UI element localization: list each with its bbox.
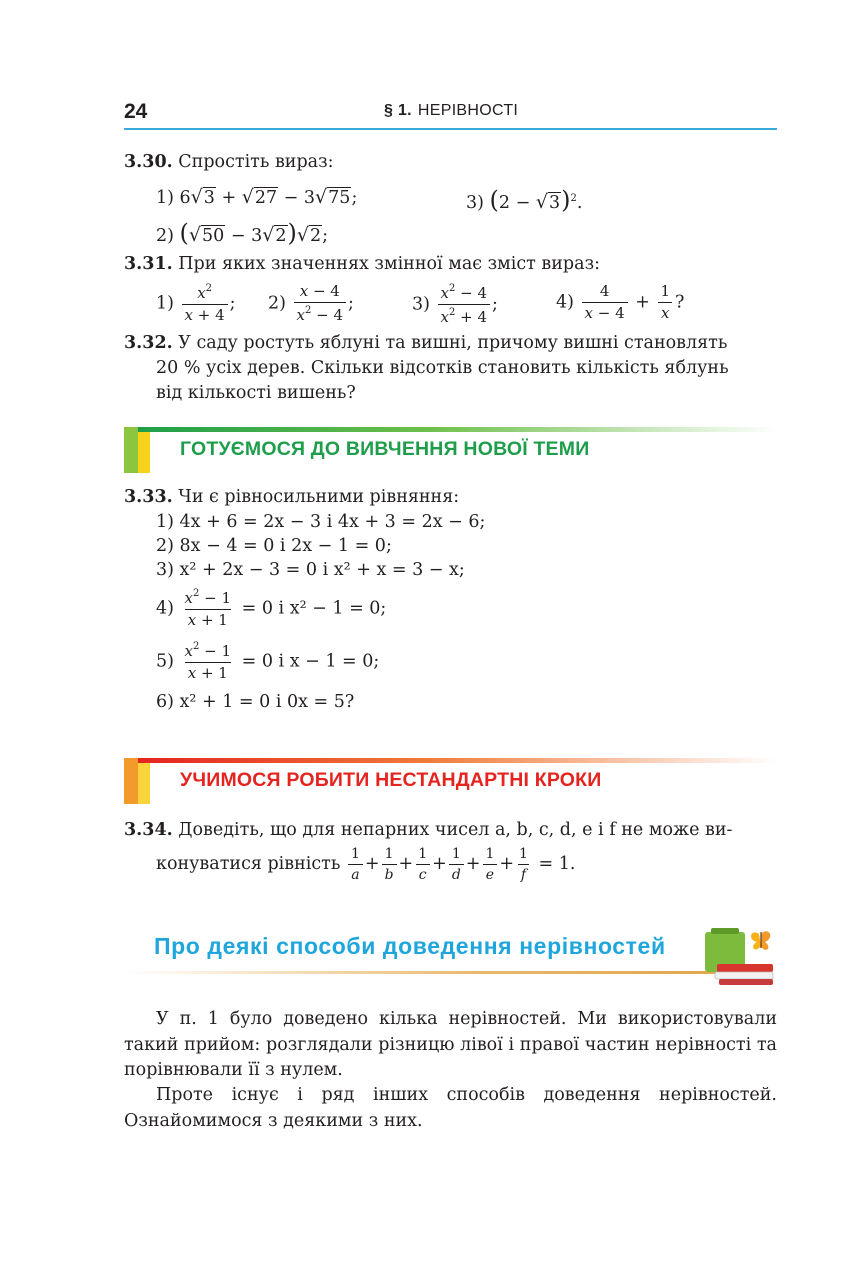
exercise-3-31-item-1: 1) $\frac{x^2}{x + 4}$ ; — [156, 283, 236, 325]
banner-stripe — [138, 427, 150, 473]
exercise-3-30-item-2: 2) (√50 − 3√2)√2; — [156, 219, 329, 247]
banner-title: УЧИМОСЯ РОБИТИ НЕСТАНДАРТНІ КРОКИ — [180, 769, 602, 791]
exercise-number: 3.32. — [124, 333, 173, 353]
exercise-3-31-item-2: 2) $\frac{x - 4}{x^2 - 4}$ ; — [268, 282, 354, 325]
exercise-text: Спростіть вираз: — [178, 152, 334, 172]
exercise-3-33-item-1: 1) 4x + 6 = 2x − 3 і 4x + 3 = 2x − 6; — [156, 512, 486, 532]
body-paragraph-2: Проте існує і ряд інших способів доведення нерівностей. Ознайомимося з деякими з них. — [124, 1085, 777, 1131]
banner-title: ГОТУЄМОСЯ ДО ВИВЧЕННЯ НОВОЇ ТЕМИ — [180, 438, 590, 460]
exercise-text: Доведіть, що для непарних чисел a, b, c, d, e і f не може ви- — [178, 820, 733, 840]
exercise-3-30-item-1: 1) 6√3 + √27 − 3√75; — [156, 186, 358, 208]
item-label: 3) — [412, 294, 430, 315]
exercise-number: 3.34. — [124, 820, 173, 840]
banner-stripe — [124, 427, 138, 473]
item-label: 1) — [156, 293, 174, 314]
exercise-3-34-line-1 — [124, 820, 732, 840]
section-mark: § 1. — [384, 102, 412, 119]
equation-rest: = 0 і x² − 1 = 0; — [241, 598, 387, 619]
exercise-3-31-item-3: 3) $\frac{x^2 - 4}{x^2 + 4}$ ; — [412, 283, 498, 327]
chapter-title: НЕРІВНОСТІ — [417, 102, 519, 119]
exercise-3-33-item-4: 4) $\frac{x^2 - 1}{x + 1}$ = 0 і x² − 1 = 0; — [156, 588, 387, 630]
exercise-3-31-heading — [124, 254, 600, 274]
banner-nonstandard-steps — [124, 758, 774, 806]
exercise-text: конуватися рівність — [156, 854, 341, 875]
item-label: 2) — [268, 293, 286, 314]
item-label: 4) — [556, 292, 574, 313]
exercise-3-33-item-5: 5) $\frac{x^2 - 1}{x + 1}$ = 0 і x − 1 = 0; — [156, 641, 380, 683]
banner-gradient-line — [138, 758, 778, 763]
exercise-text: Чи є рівносильними рівняння: — [178, 487, 460, 507]
item-label: 3) — [466, 193, 484, 213]
item-label: 1) — [156, 188, 174, 208]
exercise-3-33-item-2: 2) 8x − 4 = 0 і 2x − 1 = 0; — [156, 536, 392, 556]
section-title: Про деякі способи доведення нерівностей — [154, 933, 666, 959]
exercise-number: 3.33. — [124, 487, 173, 507]
books-butterfly-icon — [703, 926, 777, 986]
exercise-3-31-item-4: 4) $\frac{4}{x - 4}$ + $\frac{1}{x}$ ? — [556, 282, 685, 323]
item-label: 5) — [156, 651, 174, 672]
body-paragraph-1: У п. 1 було доведено кілька нерівностей. Ми використовували такий прийом: розглядали різницю лівої і правої частин нерівності та порівнювали її з нулем. — [124, 1009, 777, 1080]
exercise-3-33-item-3: 3) x² + 2x − 3 = 0 і x² + x = 3 − x; — [156, 560, 465, 580]
exercise-text: При яких значеннях змінної має зміст вираз: — [178, 254, 601, 274]
exercise-number: 3.30. — [124, 152, 173, 172]
exercise-3-32-line-2: 20 % усіх дерев. Скільки відсотків становить кількість яблунь — [156, 358, 729, 378]
banner-stripe — [124, 758, 138, 804]
exercise-3-30-heading — [124, 152, 334, 172]
page-number: 24 — [124, 100, 148, 123]
exercise-3-33-item-6: 6) x² + 1 = 0 і 0x = 5? — [156, 692, 355, 712]
section-title-rule — [124, 971, 724, 974]
header-rule — [124, 128, 777, 130]
banner-stripe — [138, 758, 150, 804]
exercise-3-32-line-3: від кількості вишень? — [156, 383, 356, 403]
item-label: 4) — [156, 598, 174, 619]
equation-rest: = 0 і x − 1 = 0; — [241, 651, 380, 672]
exercise-3-34-line-2: конуватися рівність $\frac{1}{a}$ + $\frac{1}{b}$ + $\frac{1}{c}$ + $\frac{1}{d}$ + $\frac{1}{e}$ + $\frac{1}{f}$ = 1. — [156, 846, 576, 884]
exercise-text: У саду ростуть яблуні та вишні, причому вишні становлять — [178, 333, 728, 353]
exercise-number: 3.31. — [124, 254, 173, 274]
banner-gradient-line — [138, 427, 778, 432]
exercise-3-30-item-3: 3) $(2 - √3)^2$. — [466, 186, 583, 214]
running-head — [384, 102, 518, 120]
exercise-3-33-heading — [124, 487, 459, 507]
exercise-3-32-line-1 — [124, 333, 727, 353]
banner-prepare-new-topic — [124, 427, 774, 475]
item-label: 2) — [156, 226, 174, 246]
equation-rest: = 1. — [538, 854, 576, 875]
